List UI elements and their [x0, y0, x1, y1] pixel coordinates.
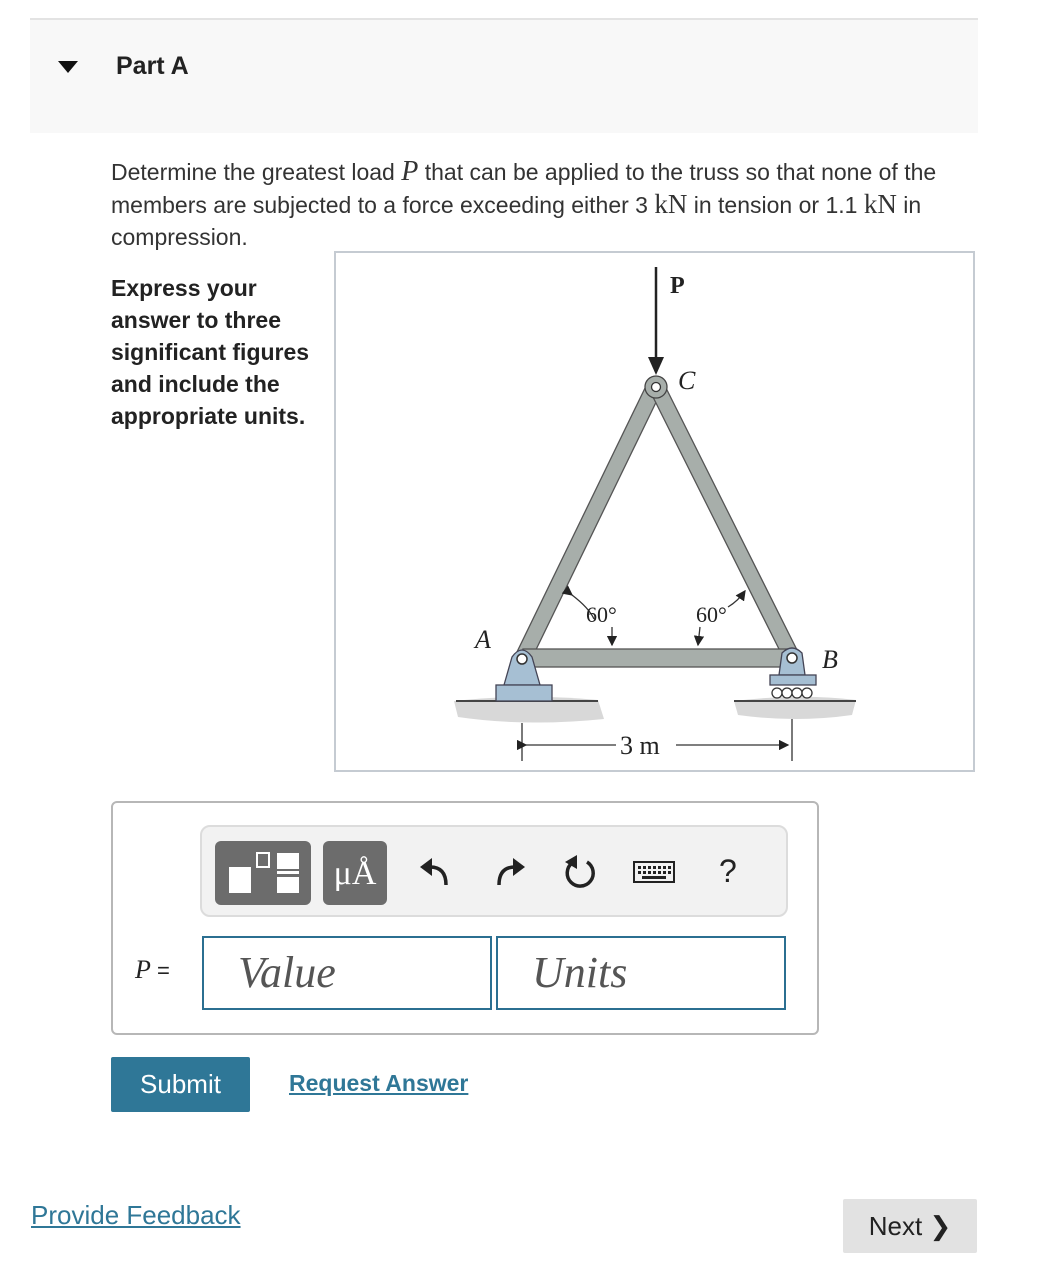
- answer-var: P: [135, 955, 151, 984]
- part-header[interactable]: [30, 20, 978, 133]
- member-ab: [523, 649, 792, 667]
- question-unit1: kN: [654, 189, 688, 219]
- instruction-text: Express your answer to three significant figures and include the appropriate units.: [111, 275, 310, 429]
- span-label: 3 m: [620, 731, 660, 760]
- load-label: P: [670, 273, 685, 299]
- truss-diagram: [336, 253, 977, 774]
- question-seg2: that can be applied to the truss so that none of the members are subjected to a force exceeding either 3: [111, 159, 937, 218]
- units-input[interactable]: Units: [496, 936, 786, 1010]
- templates-icon: [215, 841, 311, 905]
- joint-c-label: C: [678, 366, 696, 395]
- units-button-label: μÅ: [333, 855, 377, 892]
- question-seg4: in compression.: [111, 192, 922, 250]
- undo-icon[interactable]: [412, 849, 458, 895]
- pin-b: [787, 653, 797, 663]
- math-toolbar: [200, 825, 788, 917]
- joint-b-label: B: [822, 645, 838, 674]
- next-label: Next: [868, 1211, 923, 1241]
- truss-figure: [334, 251, 975, 772]
- redo-icon[interactable]: [487, 849, 533, 895]
- question-seg3: in tension or 1.1: [687, 192, 864, 218]
- question-seg1: Determine the greatest load: [111, 159, 402, 185]
- question-unit2: kN: [863, 189, 897, 219]
- answer-equals: =: [150, 958, 170, 983]
- provide-feedback-link[interactable]: Provide Feedback: [31, 1200, 241, 1230]
- collapse-caret-icon[interactable]: [58, 61, 78, 73]
- submit-button[interactable]: Submit: [111, 1057, 250, 1112]
- templates-button[interactable]: [215, 841, 311, 905]
- pin-a: [517, 654, 527, 664]
- answer-box: [111, 801, 819, 1035]
- answer-label: [135, 955, 170, 985]
- keyboard-icon[interactable]: [630, 849, 678, 895]
- chevron-right-icon: ❯: [929, 1211, 952, 1241]
- help-button[interactable]: ?: [719, 853, 737, 889]
- request-answer-link[interactable]: Request Answer: [289, 1070, 469, 1096]
- joint-a-label: A: [475, 625, 491, 654]
- question-var: P: [401, 156, 419, 187]
- next-button[interactable]: [843, 1199, 977, 1253]
- question-text: [111, 156, 961, 253]
- value-input[interactable]: Value: [202, 936, 492, 1010]
- reset-icon[interactable]: [557, 849, 603, 895]
- part-title: Part A: [116, 52, 189, 80]
- units-button[interactable]: [323, 841, 387, 905]
- angle-right-label: 60°: [696, 602, 727, 627]
- angle-right-arc: [728, 591, 745, 607]
- angle-left-label: 60°: [586, 602, 617, 627]
